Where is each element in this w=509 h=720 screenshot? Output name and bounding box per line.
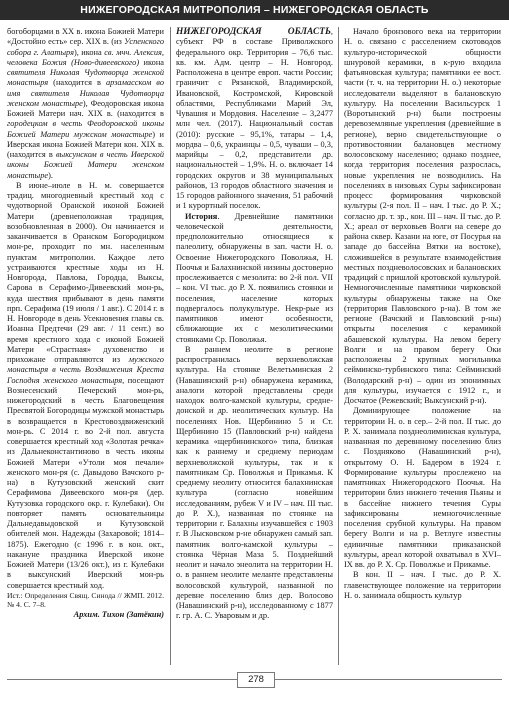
column-left [7,27,164,665]
column-right [344,27,501,665]
article-author: Архим. Тихон (Затёкин) [73,609,164,619]
italic-run: Успенского собора г. Алатыря [7,37,164,57]
pozdnyakovo-paragraph: Доминирующее положение на территории Н. о. в сер.– 2-й пол. II тыс. до Р. Х. занимала позднеолиминская культура, названная по деревнному поселению близ с. Поздняково (Навашинский р-н), открытому О. Н. Бадером в 1924 г. Формирование культуры прослежено на памятниках Нижегородского Поочья. На территории близ нижнего течения Пьяны и в бассейне нижнего течения Суры зафиксированы немногочисленные поселения срубной культуры. На правом берегу Волги и на р. Ветлуге известны единичные памятники приказанской культуры, ареал которой охватывал в XVI–IX вв. до Р. Х. Ср. Поволжье и Прикамье. [344,406,501,569]
italic-run: святителя Николая Чудотворца женской монастыря [7,68,164,88]
italic-run: арзамасском во имя святителя Николая Чудотворца женском монастыре [7,78,164,108]
column-middle [176,27,333,665]
text-run: ) и Иверская икона Божией Матери кон. XIX в. (находится в [7,129,164,159]
procession-text-tail: , посещают Вознесенский Печерский мон-рь, нижегородский в честь Благовещения Пресвятой Богородицы мужской монастырь в возвращается в Крестовоздвиженский мон-рь. С 2014 г. во 2-й пол. августа совершается крестный ход «Золотая речка» из Дальнеконстантиново в честь иконы Божией Матери «Утоли моя печали» женского мон-ря (с. Давыдово Вачского р-на) в Кутузовский женский скит Серафимова Дивеевского мон-ря (дер. Кутузовка городского окр. г. Кулебаки). Он повторяет память основательницы Дальнедавыдовской и Кутузовской обителей мон. Надежды (Захаровой; 1814–1875). Ежегодно (с 1996 г. в кон. окт., накануне праздника Иверской иконе Божией Матери (13/26 окт.), из г. Кулебаки в выксунский Иверский мон-рь совершается крестный ход. [7,375,164,590]
late-bronze-paragraph: В кон. II – нач. I тыс. до Р. Х. главенствующее положение на территории Н. о. занимала общность культур [344,570,501,600]
source-note: Ист.: Определения Свящ. Синода // ЖМП. 2012. № 4. С. 7–8. [7,590,164,610]
bronze-age-paragraph: Начало бронзового века на территории Н. о. связано с расселением скотоводов культуро-исторической общности шнуровой керамики, в к-рую входила фатьяновская культура; памятники ее вост. части (т. ч. на территории Н. о.) некоторые исследователи выделяют в балановскую культуру. На поселении Васильсурск 1 (Воротынский р-н) были построены деревоземляные укрепления (древнейшие в регионе), верно свидетельствующие о противостоянии балановцев местному волосовскому населению; однако позднее, когда территория поселения разрослась, новые укрепления не возводились. На поселениях в низовьях Суры зафиксирован процесс формирования чирковской культуры (2-я пол. II – нач. I тыс. до Р. Х.; согласно др. т. зр., кон. III – нач. II тыс. до Р. Х.; ареал от верховьев Волги на севере до района сквер. Казани на юге, от Посурья на западе до бассейна Вятки на востоке), сложившейся в результате взаимодействия местных поздневолосовских и балановских традиций с пришлой кротовской культурой. Немногочисленные памятники чирковской культуры обнаружены также на Оке (территория Павловского р-на). В том же регионе (Вачский и Павловский р-ны) открыты поселения с керамикой абашевской культуры. На левом берегу Волги и на правом берегу Оки расположены 2 крупных могильника сейминско-турбинского типа: Сейминский (Володарский р-н) – один из эпонимных для культуры, изучается с 1912 г., и Досчатое (Режевский; Выксунский р-н). [344,27,501,405]
procession-text: В июне–июле в Н. м. совершается традиц. многодневный крестный ход с чудотворной Оранской иконой Божией Матери (древнеположная традиция, возобновленная в 2000). Он начинается и заканчивается в Оранском Богородицком мон-ре, проходит по мн. населенным пунктам митрополии. Каждое лето устраиваются крестные ходы из Н. Новгорода, Павлова, Городца, Выксы, Сарова в Серафимо-Дивеевский мон-рь, куда шествия прибывают в день памяти прп. Серафима (19 июля / 1 авг.). С 2014 г. в Н. Новгороде в день Усекновения главы св. Иоанна Предтечи (29 авг. / 11 сент.) во время крестного хода с иконой Божией Матери «Страстная» духовенство и прихожане отправляются из [7,180,164,364]
page-number: 278 [237,672,275,688]
paragraph-icons [7,27,164,181]
running-header: НИЖЕГОРОДСКАЯ МИТРОПОЛИЯ – НИЖЕГОРОДСКАЯ ОБЛАСТЬ [0,0,509,20]
text-run: ), Феодоровская икона Божией Матери нач. XIX в. (находится в [7,98,164,118]
italic-run: выксунском в честь Иверской иконы Божией Матери женском монастыре [7,150,164,180]
neolithic-paragraph: В раннем неолите в регионе распространилась верхневолжская культура. На стоянке Велетьминская 2 (Навашинский р-н) обнаружена керамика, аналоги которой представлены среди находок волго-камской культуры, средне-донской и др. неолитических культур. На поселениях Нов. Щербинино 5 и Ст. Щербинино 15 (Павловский р-н) найдена керамика «щербининского» типа, близкая как к раннему и среднему периодам верхневолжской культуры, так и к памятникам Ср. Поволжья и Прикамья. К среднему неолиту относится балахнинская культура (согласно новейшим исследованиям, рубеж V и IV – нач. III тыс. до Р. Х.), названная по стоянке на территории г. Балахны изучавшейся с 1903 г. В Лысковском р-не обнаружен самый зап. памятник волго-камской культуры – стоянка Чёрная Маза 5. Позднейший неолит и начало энеолита на территории Н. о. в раннем неолите меланте представлены волосовской культурой, названной по деревне поселению близ дер. Волосово (Навашинский р-н), исследованному с 1877 г. гр. А. С. Уваровым и др. [176,344,333,621]
text-run: ), икона [73,47,105,57]
text-run: (находится в [48,78,106,88]
entry-title: НИЖЕГОРО́ДСКАЯ ОБЛАСТЬ [176,27,331,37]
monastery-name: мужского монастыря в честь Воздвижения Креста Господня женского монастыря [7,355,164,385]
italic-run: городецком в честь Феодоровской иконы Божией Матери мужском монастыре [7,119,164,139]
text-run: богоборцами в XX в. икона Божией Матери «Достойно есть» сер. XIX в. (из [7,27,164,47]
entry-intro [176,27,333,212]
italic-run: св. мчч. Алексия, человека Божия (Ново-дивеевского) [7,47,164,67]
history-label: История [185,211,218,221]
history-text: . Древнейшие памятники человеческой деятельности, предположительно относящиеся к палеолиту, обнаружены в зап. части Н. о. Освоение Нижегородского Поволжья, Н. Поочья и Балахнинской низины достоверно прослеживается с мезолита: во 2-й пол. VII – кон. VI тыс. до Р. Х. появились стоянки и поселения, население которых подвергалось полукультуре. Некр-рые из памятников имеют особенности, сближающие их с мезолитическими стоянками Ср. Поволжья. [176,211,333,344]
text-run: ). [48,170,53,180]
entry-intro-text: , субъект РФ в составе Приволжского федерального окр. Территория – 76,6 тыс. кв. км. Адм. центр – Н. Новгород. Расположена в центре европ. части России; граничит с Рязанской, Владимирской, Ивановской, Костромской, Кировской областями, Республиками Марий Эл, Чувашия и Мордовия. Население – 3,2477 млн чел. (2017). Национальный состав (2010): русские – 95,1%, татары – 1,4, мордва – 0,6, украинцы – 0,5, чуваши – 0,3, марийцы – 0,2, представители др. национальностей – 1,9%. Н. о. включает 14 городских округов и 38 муниципальных районов, 13 городов областного значения и 15 городов районного значения, 51 рабочий и 1 курортный поселок. [176,27,333,211]
column-divider [338,27,339,665]
paragraph-processions [7,181,164,591]
text-run: икона [139,57,164,67]
column-divider [170,27,171,665]
history-paragraph [176,212,333,345]
